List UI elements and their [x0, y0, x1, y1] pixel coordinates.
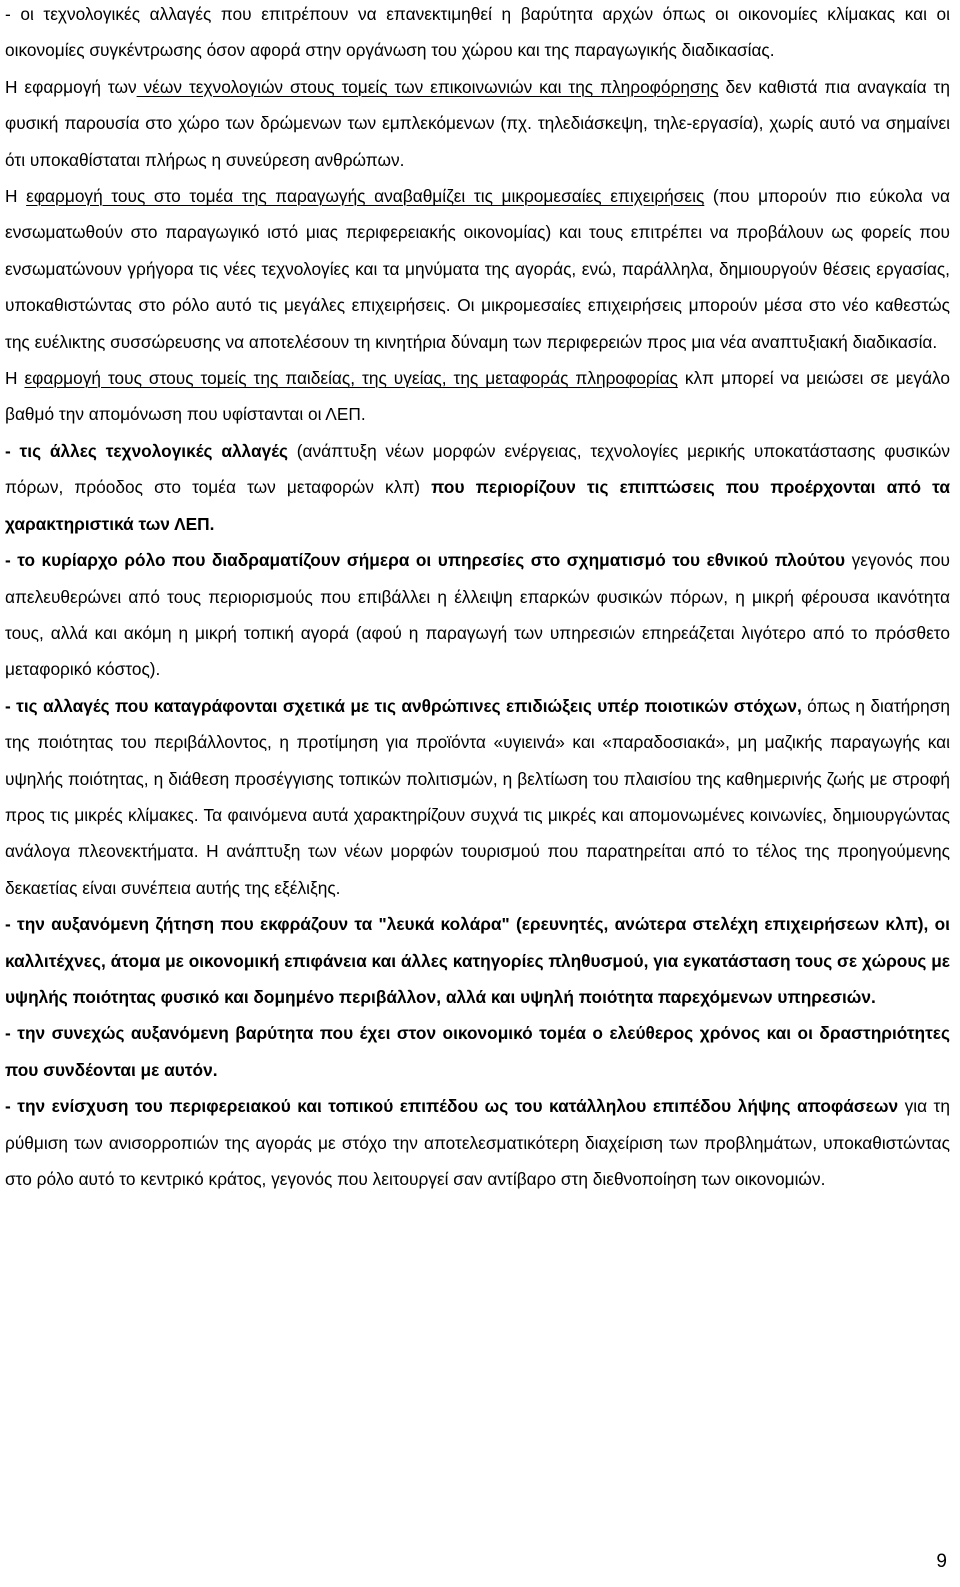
page-number: 9: [936, 1551, 947, 1572]
bold-text: - τις αλλαγές που καταγράφονται σχετικά με τις ανθρώπινες επιδιώξεις υπέρ ποιοτικών στόχων,: [5, 695, 802, 716]
paragraph-regional-decisions: [5, 1088, 950, 1197]
underlined-text: εφαρμογή τους στο τομέα της παραγωγής αναβαθμίζει τις μικρομεσαίες επιχειρήσεις: [26, 186, 705, 207]
underlined-text: νέων τεχνολογιών στους τομείς των επικοινωνιών και της πληροφόρησης: [136, 76, 719, 97]
document-body: [5, 0, 950, 1197]
paragraph-technological-changes: [5, 0, 950, 69]
paragraph-production: [5, 178, 950, 360]
bold-text: - την συνεχώς αυξανόμενη βαρύτητα που έχει στον οικονομικό τομέα ο ελεύθερος χρόνος και οι δραστηριότητες που συνδέονται με αυτόν.: [5, 1023, 950, 1080]
text-run: Η: [5, 186, 27, 207]
text-run: δεν καθιστά πια αναγκαία τη φυσική παρουσία στο χώρο των δρώμενων των εμπλεκόμενων (πχ. τηλεδιάσκεψη, τηλε-εργασία), χωρίς αυτό να σημαίνει ότι υποκαθίσταται πλήρως η συνεύρεση ανθρώπων.: [5, 76, 950, 170]
text-run: όπως η διατήρηση της ποιότητας του περιβάλλοντος, η προτίμηση για προϊόντα «υγιεινά» και «παραδοσιακά», μη μαζικής παραγωγής και υψηλής ποιότητας, η διάθεση προσέγγισης τοπικών πολιτισμών, η βελτίωση του πλαισίου της καθημερινής ζωής με στροφή προς τις μικρές κλίμακες. Τα φαινόμενα αυτά χαρακτηρίζουν συχνά τις μικρές και απομονωμένες κοινωνίες, δημιουργώντας ανάλογα πλεονεκτήματα. Η ανάπτυξη των νέων μορφών τουρισμού που παρατηρείται από το τέλος της προηγούμενης δεκαετίας είναι συνέπεια αυτής της εξέλιξης.: [5, 695, 950, 898]
bold-text: - το κυρίαρχο ρόλο που διαδραματίζουν σήμερα οι υπηρεσίες στο σχηματισμό του εθνικού πλούτου: [5, 550, 846, 571]
paragraph-text: - οι τεχνολογικές αλλαγές που επιτρέπουν να επανεκτιμηθεί η βαρύτητα αρχών όπως οι οικονομίες κλίμακας και οι οικονομίες συγκέντρωσης όσον αφορά στην οργάνωση του χώρου και της παραγωγικής διαδικασίας.: [5, 4, 950, 61]
text-run: Η εφαρμογή των: [5, 76, 137, 97]
bold-text: - την αυξανόμενη ζήτηση που εκφράζουν τα "λευκά κολάρα" (ερευνητές, ανώτερα στελέχη επιχειρήσεων κλπ), οι καλλιτέχνες, άτομα με οικονομική επιφάνεια και άλλες κατηγορίες πληθυσμού, για εγκατάσταση τους σε χώρους με υψηλής ποιότητας φυσικό και δομημένο περιβάλλον, αλλά και υψηλή ποιότητα παρεχόμενων υπηρεσιών.: [5, 914, 950, 1007]
paragraph-free-time: [5, 1015, 950, 1088]
paragraph-other-technological-changes: [5, 433, 950, 542]
bold-text: - την ενίσχυση του περιφερειακού και τοπικού επιπέδου ως του κατάλληλου επιπέδου λήψης αποφάσεων: [5, 1096, 899, 1117]
text-run: (ανάπτυξη νέων μορφών ενέργειας, τεχνολογίες μερικής υποκατάστασης φυσικών πόρων, πρόοδος στο τομέα των μεταφορών κλπ): [5, 440, 950, 498]
paragraph-quality-goals: [5, 688, 950, 906]
text-run: γεγονός που απελευθερώνει από τους περιορισμούς που επιβάλλει η έλλειψη επαρκών φυσικών πόρων, η μικρή φέρουσα ικανότητα τους, αλλά και ακόμη η μικρή τοπική αγορά (αφού η παραγωγή των υπηρεσιών επηρεάζεται λιγότερο από το πρόσθετο μεταφορικό κόστος).: [5, 550, 950, 680]
text-run: Η: [5, 368, 25, 389]
paragraph-white-collars: [5, 906, 950, 1015]
paragraph-services-role: [5, 542, 950, 688]
underlined-text: εφαρμογή τους στους τομείς της παιδείας, της υγείας, της μεταφοράς πληροφορίας: [24, 368, 678, 389]
bold-text: - τις άλλες τεχνολογικές αλλαγές: [5, 440, 288, 461]
text-run: κλπ μπορεί να μειώσει σε μεγάλο βαθμό την απομόνωση που υφίστανται οι ΛΕΠ.: [5, 368, 950, 425]
text-run: για τη ρύθμιση των ανισορροπιών της αγοράς με στόχο την αποτελεσματικότερη διαχείριση των προβλημάτων, υποκαθιστώντας στο ρόλο αυτό το κεντρικό κράτος, γεγονός που λειτουργεί σαν αντίβαρο στη διεθνοποίηση των οικονομιών.: [5, 1096, 950, 1189]
text-run: (που μπορούν πιο εύκολα να ενσωματωθούν στο παραγωγικό ιστό μιας περιφερειακής οικονομίας) και τους επιτρέπει να προβάλουν ως φορείς που ενσωματώνουν γρήγορα τις νέες τεχνολογίες και τα μηνύματα της αγοράς, ενώ, παράλληλα, δημιουργούν θέσεις εργασίας, υποκαθιστώντας στο ρόλο αυτό τις μεγάλες επιχειρήσεις. Οι μικρομεσαίες επιχειρήσεις μπορούν μέσα στο νέο καθεστώς της ευέλικτης συσσώρευσης να αποτελέσουν τη κινητήρια δύναμη των περιφερειών προς μια νέα αναπτυξιακή διαδικασία.: [5, 186, 950, 352]
bold-text: που περιορίζουν τις επιπτώσεις που προέρχονται από τα χαρακτηριστικά των ΛΕΠ.: [5, 477, 950, 534]
paragraph-communications: [5, 69, 950, 178]
paragraph-education-health: [5, 360, 950, 433]
